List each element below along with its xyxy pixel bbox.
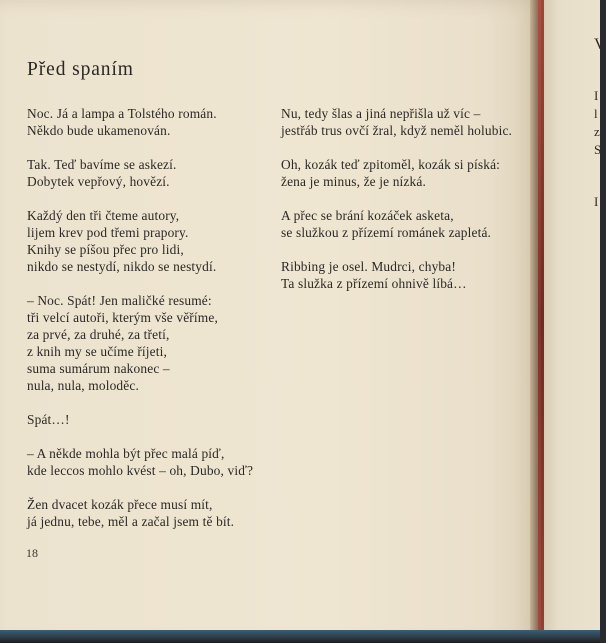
facing-page-fragment: l <box>594 106 598 121</box>
poem-stanza <box>27 105 277 139</box>
poem-line: se služkou z přízemí románek zapletá. <box>281 225 492 240</box>
facing-page <box>544 0 606 643</box>
poem-stanza <box>27 445 277 479</box>
poem-line: Tak. Teď bavíme se askezí. <box>27 157 177 172</box>
poem-line: Někdo bude ukamenován. <box>27 123 171 138</box>
poem-line: Žen dvacet kozák přece musí mít, <box>27 497 213 512</box>
poem-line: Oh, kozák teď zpitoměl, kozák si píská: <box>281 157 501 172</box>
poem-title: Před spaním <box>27 59 134 80</box>
poem-line: jestřáb trus ovčí žral, když neměl holubic. <box>281 123 513 138</box>
poem-line: A přec se brání kozáček asketa, <box>281 208 454 223</box>
poem-stanza <box>27 411 277 428</box>
poem-line: Každý den tři čteme autory, <box>27 208 180 223</box>
poem-line: Noc. Já a lampa a Tolstého román. <box>27 106 217 121</box>
poem-line: žena je minus, že je nízká. <box>281 174 426 189</box>
poem-line: nikdo se nestydí, nikdo se nestydí. <box>27 259 217 274</box>
poem-line: Knihy se píšou přec pro lidi, <box>27 242 184 257</box>
poem-stanza <box>281 207 531 241</box>
poem-stanza <box>27 496 277 530</box>
poem-line: – A někde mohla být přec malá píď, <box>27 446 225 461</box>
facing-page-fragment: V <box>594 36 606 53</box>
poem-stanza <box>281 105 531 139</box>
poem-line: já jednu, tebe, měl a začal jsem tě bít. <box>27 514 235 529</box>
poem-line: lijem krev pod třemi prapory. <box>27 225 189 240</box>
poem-stanza <box>27 207 277 275</box>
poem-stanza <box>281 156 531 190</box>
poem-stanza <box>27 156 277 190</box>
poem-line: za prvé, za druhé, za třetí, <box>27 327 170 342</box>
poem-stanza <box>27 292 277 394</box>
poem-line: – Noc. Spát! Jen maličké resumé: <box>27 293 212 308</box>
poem-line: nula, nula, moloděc. <box>27 378 139 393</box>
facing-page-fragment: I <box>594 88 599 103</box>
poem-line: Nu, tedy šlas a jiná nepřišla už víc – <box>281 106 481 121</box>
facing-page-fragment: I <box>594 194 599 209</box>
poem-line: kde leccos mohlo kvést – oh, Dubo, viď? <box>27 463 254 478</box>
poem-stanza <box>281 258 531 292</box>
poem-line: Ribbing je osel. Mudrci, chyba! <box>281 259 456 274</box>
poem-line: Spát…! <box>27 412 70 427</box>
facing-page-fragment: S <box>594 142 602 157</box>
poem-line: z knih my se učíme říjeti, <box>27 344 168 359</box>
poem-line: tři velcí autoři, kterým vše věříme, <box>27 310 218 325</box>
page-number: 18 <box>26 546 38 560</box>
facing-page-fragment: z <box>594 124 600 139</box>
poem-left-column <box>27 105 277 547</box>
poem-line: Dobytek vepřový, hovězí. <box>27 174 170 189</box>
poem-line: Ta služka z přízemí ohnivě líbá… <box>281 276 467 291</box>
poem-line: suma sumárum nakonec – <box>27 361 170 376</box>
book-bottom-edge <box>0 630 600 643</box>
poem-right-column <box>281 105 531 309</box>
